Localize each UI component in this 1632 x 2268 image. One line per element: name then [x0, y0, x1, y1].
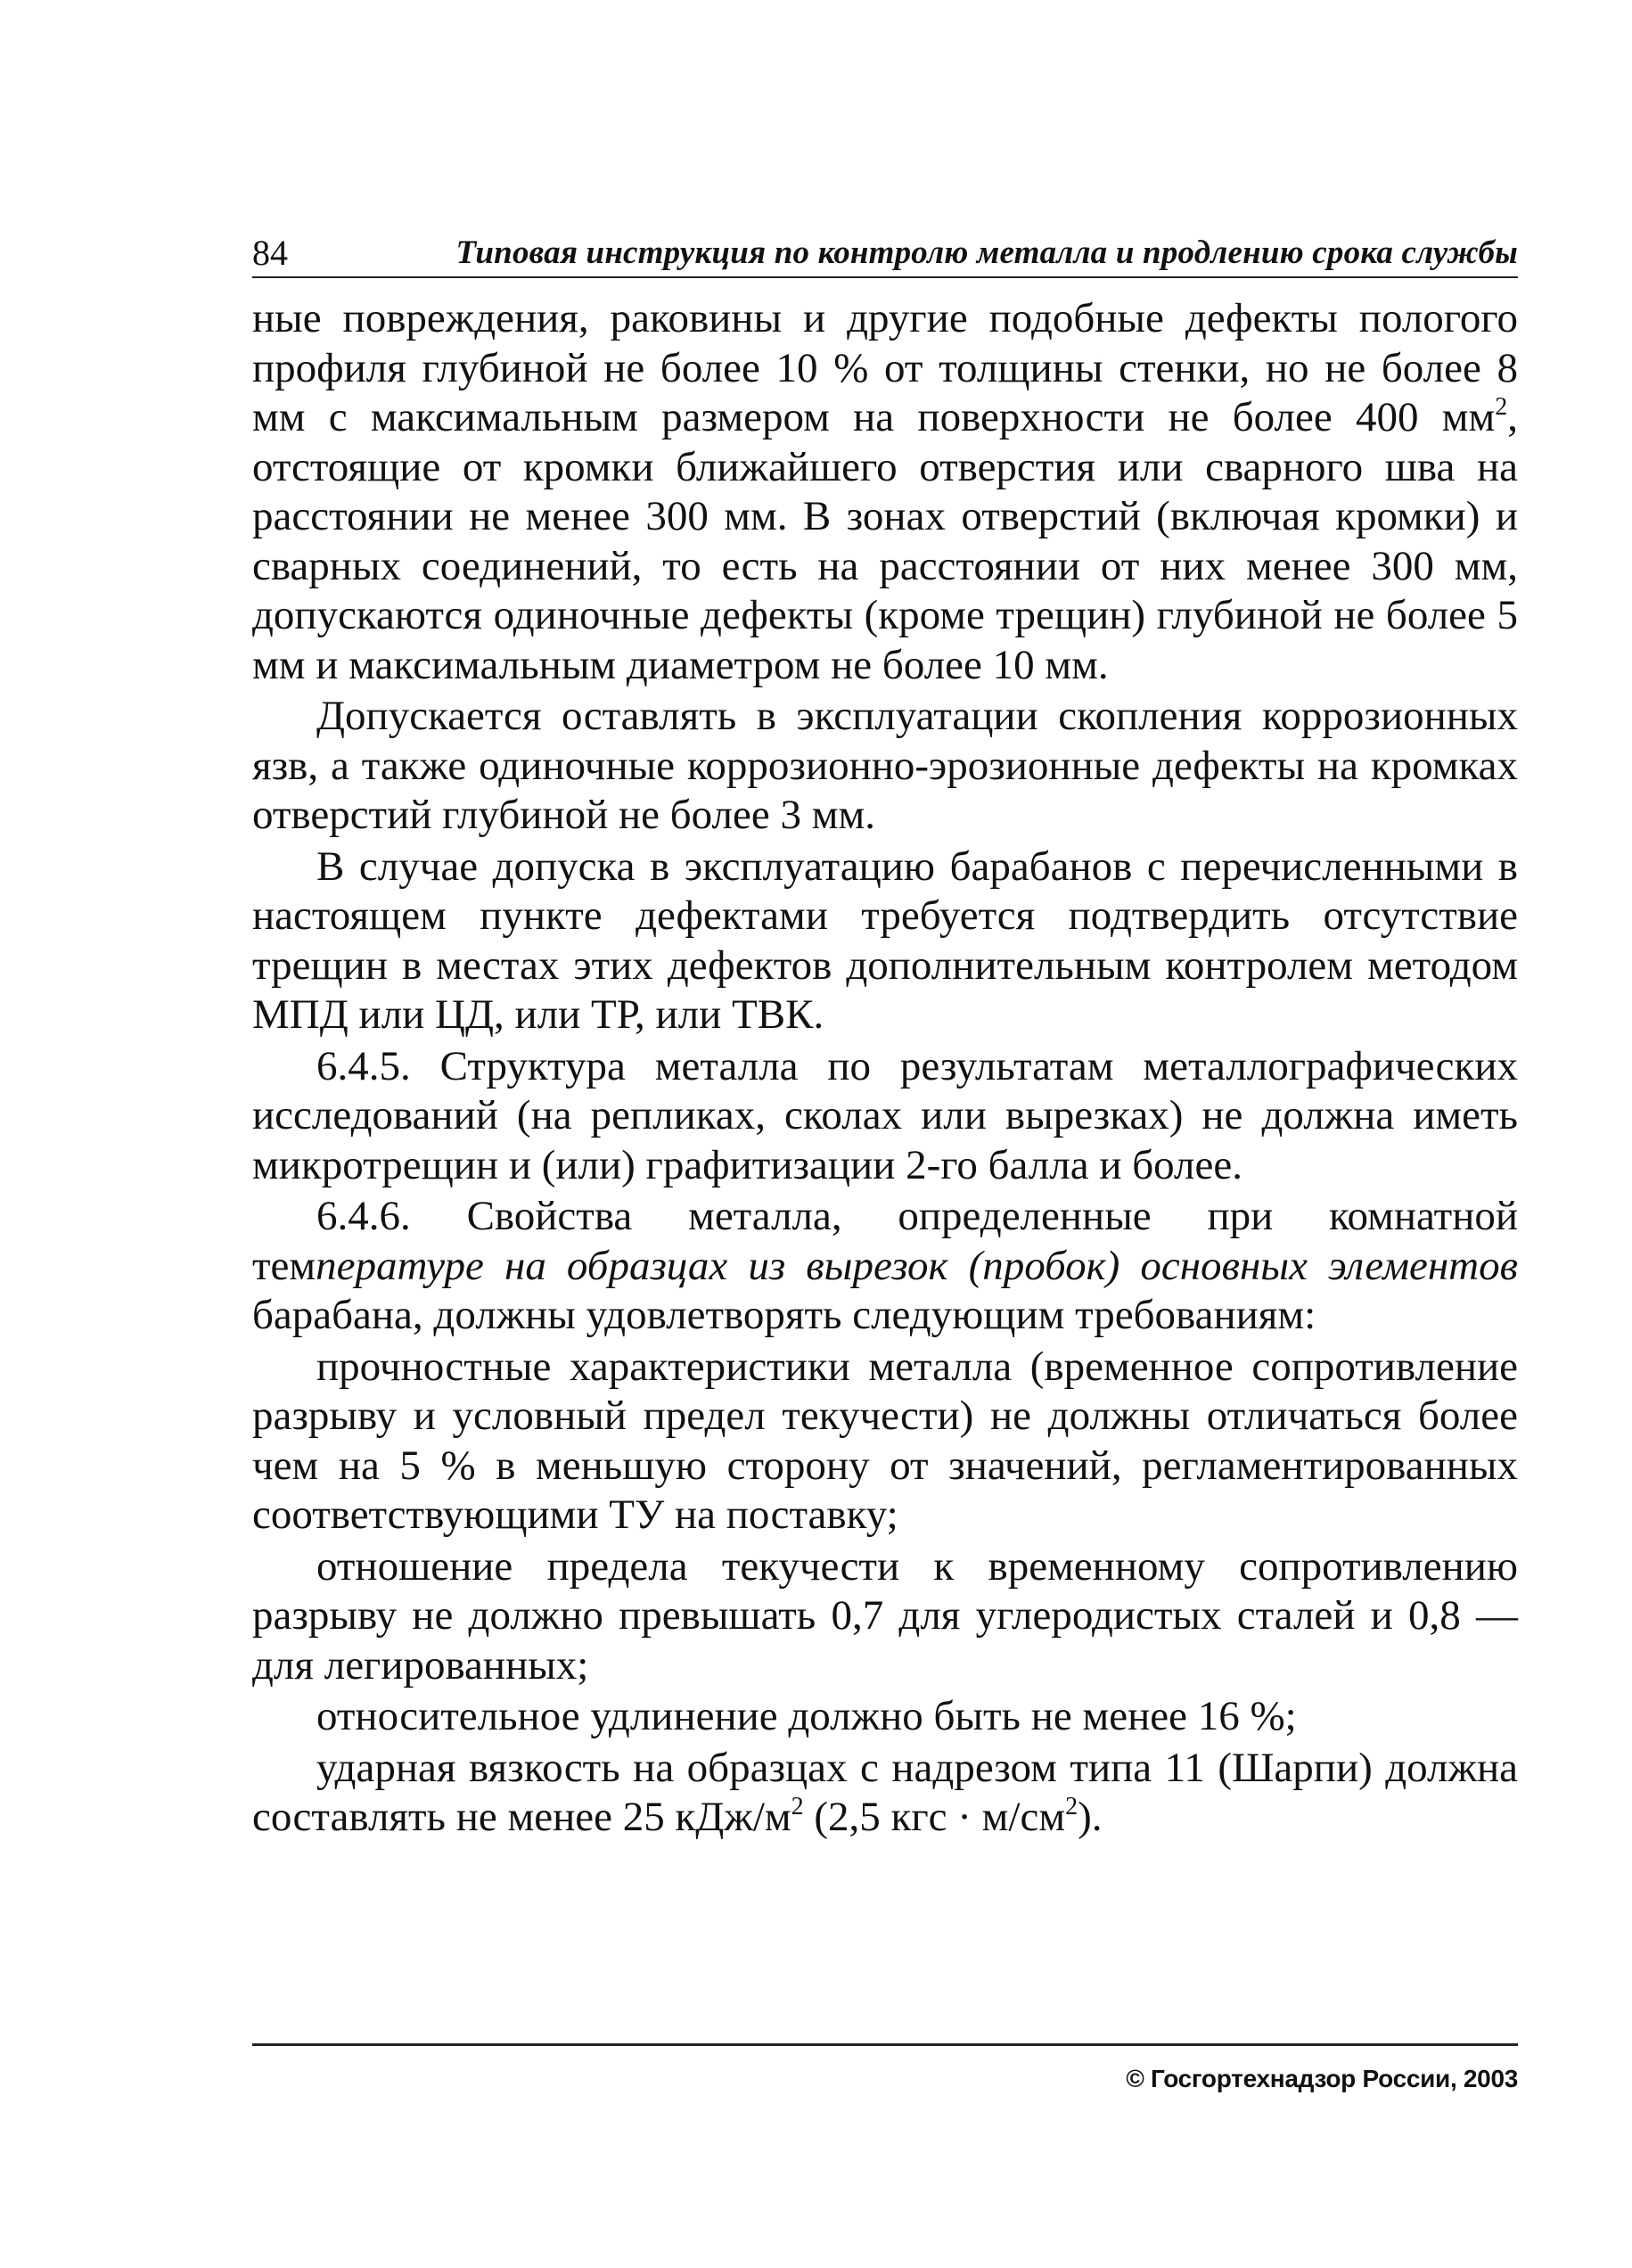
list-item-impact-strength	[252, 1744, 1518, 1843]
list-item-elongation: относительное удлинение должно быть не менее 16 %;	[316, 1693, 1297, 1739]
paragraph-text: барабана, должны удовлетворять следующим требованиям:	[252, 1292, 1316, 1338]
superscript: 2	[791, 1793, 804, 1820]
list-item-strength: прочностные характеристики металла (временное сопротивление разрыву и условный предел текучести) не должны отличаться более чем на 5 % в меньшую сторону от значений, регламентированных соответствующими ТУ на поставку;	[252, 1343, 1518, 1538]
running-header	[252, 230, 1518, 278]
paragraph-text: (2,5 кгс · м/см	[803, 1794, 1066, 1840]
footer-divider	[252, 2043, 1518, 2046]
paragraph-6-4-5: 6.4.5. Структура металла по результатам металлографических исследований (на репликах, сколах или вырезках) не должна иметь микротрещин и (или) графитизации 2-го балла и более.	[252, 1042, 1518, 1188]
body-text	[252, 294, 1518, 1843]
paragraph-text: , отстоящие от кромки ближайшего отверстия или сварного шва на расстоянии не менее 300 мм. В зонах отверстий (включая кромки) и сварных соединений, то есть на расстоянии от них менее 300 мм, допускаются одиночные дефекты (кроме трещин) глубиной не более 5 мм и максимальным диаметром не более 10 мм.	[252, 394, 1518, 688]
paragraph-defects-continued	[252, 294, 1518, 690]
paragraph-text: 6.4.6. Свойства металла, определенные при комнатной тем	[252, 1193, 1518, 1289]
paragraph-text: ).	[1078, 1794, 1103, 1840]
paragraph-6-4-6	[252, 1192, 1518, 1341]
superscript: 2	[1065, 1793, 1078, 1820]
paragraph-admission: В случае допуска в эксплуатацию барабанов с перечисленными в настоящем пункте дефектами требуется подтвердить отсутствие трещин в местах этих дефектов дополнительным контролем методом МПД или ЦД, или ТР, или ТВК.	[252, 842, 1518, 1038]
paragraph-text: ные повреждения, раковины и другие подобные дефекты пологого профиля глубиной не более 10 % от толщины стенки, но не более 8 мм с максимальным размером на поверхности не более 400 мм	[252, 295, 1518, 440]
paragraph-corrosion: Допускается оставлять в эксплуатации скопления коррозионных язв, а также одиночные коррозионно-эрозионные дефекты на кромках отверстий глубиной не более 3 мм.	[252, 693, 1518, 838]
list-item-yield-ratio: отношение предела текучести к временному сопротивлению разрыву не должно превышать 0,7 для углеродистых сталей и 0,8 — для легированных;	[252, 1542, 1518, 1689]
page-number: 84	[252, 233, 288, 273]
superscript: 2	[1495, 393, 1508, 421]
italic-text: пературе на образцах из вырезок (пробок) основных элементов	[316, 1242, 1518, 1289]
copyright-notice: © Госгортехнадзор России, 2003	[1126, 2065, 1518, 2092]
paragraph-text: ударная вязкость на образцах с надрезом типа 11 (Шарпи) должна составлять не менее 25 кДж/м	[252, 1744, 1518, 1840]
running-header-title: Типовая инструкция по контролю металла и продлению срока службы	[455, 234, 1518, 271]
